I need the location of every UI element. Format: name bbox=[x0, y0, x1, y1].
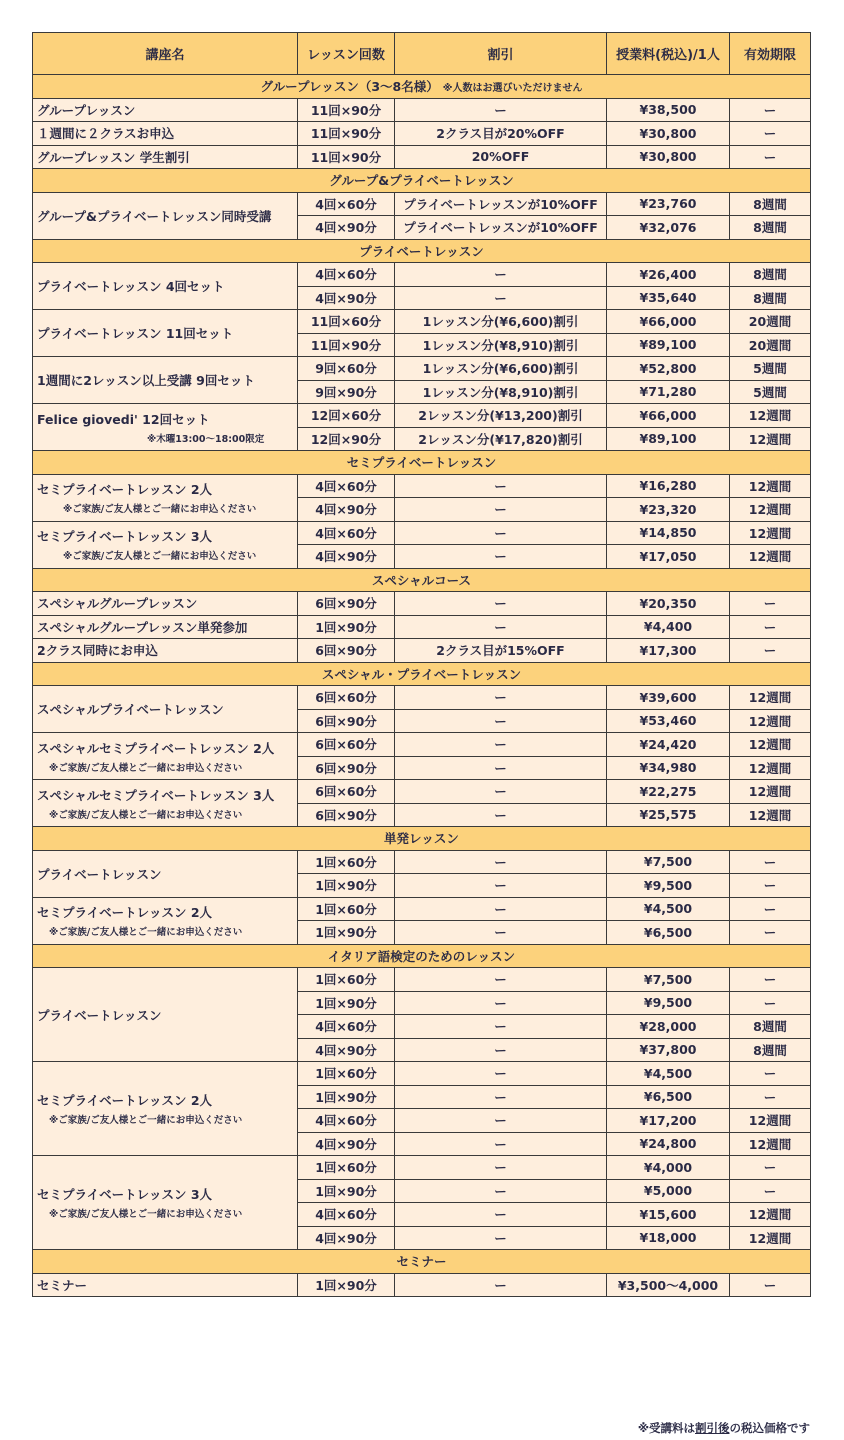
course-name-cell bbox=[33, 733, 298, 780]
course-name: Felice giovedi' 12回セット bbox=[37, 411, 210, 427]
lesson-count-cell: 6回×90分 bbox=[298, 803, 395, 827]
course-name: セミナー bbox=[37, 1277, 88, 1293]
price-cell: ¥28,000 bbox=[607, 1015, 730, 1039]
price-cell: ¥89,100 bbox=[607, 333, 730, 357]
section-note: ※人数はお選びいただけません bbox=[442, 83, 583, 95]
price-cell: ¥18,000 bbox=[607, 1226, 730, 1250]
discount-cell: ー bbox=[395, 1015, 607, 1039]
validity-cell: ー bbox=[730, 850, 811, 874]
price-cell: ¥6,500 bbox=[607, 921, 730, 945]
table-row bbox=[33, 263, 811, 287]
lesson-count-cell: 4回×90分 bbox=[298, 1132, 395, 1156]
price-cell: ¥4,500 bbox=[607, 897, 730, 921]
section-title: 単発レッスン bbox=[384, 831, 459, 847]
lesson-count-cell: 1回×90分 bbox=[298, 1273, 395, 1297]
course-name: セミプライベートレッスン 2人 bbox=[37, 482, 213, 497]
lesson-count-cell: 1回×90分 bbox=[298, 1179, 395, 1203]
discount-cell: ー bbox=[395, 1203, 607, 1227]
validity-cell: ー bbox=[730, 968, 811, 992]
validity-cell: 12週間 bbox=[730, 803, 811, 827]
section-header-row bbox=[33, 169, 811, 193]
lesson-count-cell: 1回×90分 bbox=[298, 1085, 395, 1109]
header-row bbox=[33, 33, 811, 75]
lesson-count-cell: 4回×60分 bbox=[298, 263, 395, 287]
table-row bbox=[33, 145, 811, 169]
course-note: ※ご家族/ご友人様とご一緒にお申込ください bbox=[49, 1209, 243, 1220]
course-note: ※ご家族/ご友人様とご一緒にお申込ください bbox=[49, 1115, 243, 1126]
discount-cell: 2レッスン分(¥13,200)割引 bbox=[395, 404, 607, 428]
lesson-count-cell: 1回×90分 bbox=[298, 921, 395, 945]
lesson-count-cell: 4回×90分 bbox=[298, 286, 395, 310]
discount-cell: 2クラス目が20%OFF bbox=[395, 122, 607, 146]
validity-cell: 12週間 bbox=[730, 1226, 811, 1250]
discount-cell: ー bbox=[395, 592, 607, 616]
section-title-cell bbox=[33, 1250, 811, 1274]
validity-cell: 20週間 bbox=[730, 310, 811, 334]
lesson-count-cell: 1回×90分 bbox=[298, 874, 395, 898]
price-cell: ¥7,500 bbox=[607, 968, 730, 992]
validity-cell: ー bbox=[730, 874, 811, 898]
price-cell: ¥16,280 bbox=[607, 474, 730, 498]
validity-cell: ー bbox=[730, 639, 811, 663]
section-header-row bbox=[33, 75, 811, 99]
lesson-count-cell: 6回×90分 bbox=[298, 756, 395, 780]
price-cell: ¥17,300 bbox=[607, 639, 730, 663]
validity-cell: 8週間 bbox=[730, 1015, 811, 1039]
validity-cell: 12週間 bbox=[730, 427, 811, 451]
course-name-cell bbox=[33, 897, 298, 944]
price-cell: ¥14,850 bbox=[607, 521, 730, 545]
discount-cell: 2クラス目が15%OFF bbox=[395, 639, 607, 663]
course-name-cell bbox=[33, 192, 298, 239]
price-cell: ¥71,280 bbox=[607, 380, 730, 404]
lesson-count-cell: 4回×90分 bbox=[298, 545, 395, 569]
discount-cell: 1レッスン分(¥8,910)割引 bbox=[395, 380, 607, 404]
course-name: 2クラス同時にお申込 bbox=[37, 643, 158, 659]
validity-cell: ー bbox=[730, 122, 811, 146]
discount-cell: ー bbox=[395, 521, 607, 545]
price-cell: ¥3,500〜4,000 bbox=[607, 1273, 730, 1297]
validity-cell: ー bbox=[730, 1085, 811, 1109]
header-course-name: 講座名 bbox=[33, 33, 298, 75]
validity-cell: ー bbox=[730, 1273, 811, 1297]
discount-cell: ー bbox=[395, 921, 607, 945]
course-name-cell bbox=[33, 1273, 298, 1297]
section-title-cell bbox=[33, 451, 811, 475]
price-cell: ¥37,800 bbox=[607, 1038, 730, 1062]
footnote bbox=[560, 1420, 810, 1436]
validity-cell: 8週間 bbox=[730, 216, 811, 240]
section-title: セミナー bbox=[396, 1254, 447, 1270]
price-cell: ¥24,800 bbox=[607, 1132, 730, 1156]
lesson-count-cell: 6回×60分 bbox=[298, 733, 395, 757]
validity-cell: 5週間 bbox=[730, 357, 811, 381]
price-cell: ¥4,500 bbox=[607, 1062, 730, 1086]
price-cell: ¥17,200 bbox=[607, 1109, 730, 1133]
course-name: グループ&プライベートレッスン同時受講 bbox=[37, 208, 272, 224]
section-title: グループ&プライベートレッスン bbox=[329, 173, 514, 189]
course-name: スペシャルセミプライベートレッスン 2人 bbox=[37, 740, 275, 756]
validity-cell: 12週間 bbox=[730, 545, 811, 569]
section-header-row bbox=[33, 1250, 811, 1274]
section-header-row bbox=[33, 662, 811, 686]
discount-cell: ー bbox=[395, 1109, 607, 1133]
section-title: セミプライベートレッスン bbox=[346, 455, 497, 471]
price-cell: ¥23,320 bbox=[607, 498, 730, 522]
table-row bbox=[33, 592, 811, 616]
discount-cell: ー bbox=[395, 615, 607, 639]
lesson-count-cell: 12回×60分 bbox=[298, 404, 395, 428]
discount-cell: ー bbox=[395, 733, 607, 757]
price-cell: ¥15,600 bbox=[607, 1203, 730, 1227]
table-row bbox=[33, 521, 811, 545]
lesson-count-cell: 6回×60分 bbox=[298, 780, 395, 804]
course-name-cell bbox=[33, 404, 298, 451]
validity-cell: ー bbox=[730, 98, 811, 122]
discount-cell: プライベートレッスンが10%OFF bbox=[395, 216, 607, 240]
course-name: スペシャルグループレッスン bbox=[37, 596, 198, 612]
section-title: スペシャル・プライベートレッスン bbox=[321, 666, 522, 682]
table-row bbox=[33, 310, 811, 334]
price-cell: ¥24,420 bbox=[607, 733, 730, 757]
section-title-cell bbox=[33, 568, 811, 592]
validity-cell: 8週間 bbox=[730, 1038, 811, 1062]
course-name: プライベートレッスン 4回セット bbox=[37, 279, 225, 294]
validity-cell: ー bbox=[730, 145, 811, 169]
validity-cell: 12週間 bbox=[730, 404, 811, 428]
price-cell: ¥9,500 bbox=[607, 991, 730, 1015]
table-row bbox=[33, 357, 811, 381]
discount-cell: ー bbox=[395, 545, 607, 569]
validity-cell: ー bbox=[730, 991, 811, 1015]
course-name: セミプライベートレッスン 2人 bbox=[37, 905, 213, 920]
discount-cell: ー bbox=[395, 850, 607, 874]
table-row bbox=[33, 733, 811, 757]
discount-cell: ー bbox=[395, 991, 607, 1015]
table-row bbox=[33, 1062, 811, 1086]
price-cell: ¥53,460 bbox=[607, 709, 730, 733]
section-title-cell bbox=[33, 169, 811, 193]
lesson-count-cell: 11回×90分 bbox=[298, 98, 395, 122]
course-name: プライベートレッスン bbox=[37, 1007, 162, 1023]
price-cell: ¥39,600 bbox=[607, 686, 730, 710]
table-row bbox=[33, 98, 811, 122]
discount-cell: ー bbox=[395, 1273, 607, 1297]
lesson-count-cell: 6回×60分 bbox=[298, 686, 395, 710]
course-note: ※木曜13:00〜18:00限定 bbox=[147, 433, 265, 445]
validity-cell: 12週間 bbox=[730, 1132, 811, 1156]
table-row bbox=[33, 968, 811, 992]
price-table bbox=[32, 32, 811, 1297]
lesson-count-cell: 1回×60分 bbox=[298, 850, 395, 874]
table-row bbox=[33, 1156, 811, 1180]
discount-cell: ー bbox=[395, 1179, 607, 1203]
validity-cell: 12週間 bbox=[730, 521, 811, 545]
header-discount: 割引 bbox=[395, 33, 607, 75]
price-cell: ¥66,000 bbox=[607, 404, 730, 428]
discount-cell: ー bbox=[395, 286, 607, 310]
price-cell: ¥30,800 bbox=[607, 122, 730, 146]
section-title: プライベートレッスン bbox=[359, 243, 484, 259]
discount-cell: ー bbox=[395, 686, 607, 710]
validity-cell: ー bbox=[730, 615, 811, 639]
discount-cell: ー bbox=[395, 897, 607, 921]
discount-cell: ー bbox=[395, 1156, 607, 1180]
course-note: ※ご家族/ご友人様とご一緒にお申込ください bbox=[49, 762, 243, 774]
section-title: グループレッスン（3〜8名様） bbox=[260, 79, 439, 95]
price-cell: ¥9,500 bbox=[607, 874, 730, 898]
section-header-row bbox=[33, 944, 811, 968]
lesson-count-cell: 4回×60分 bbox=[298, 521, 395, 545]
price-cell: ¥89,100 bbox=[607, 427, 730, 451]
discount-cell: ー bbox=[395, 803, 607, 827]
section-title-cell bbox=[33, 239, 811, 263]
course-name: グループレッスン 学生割引 bbox=[37, 149, 190, 165]
course-name: セミプライベートレッスン 3人 bbox=[37, 1187, 213, 1202]
validity-cell: 12週間 bbox=[730, 474, 811, 498]
discount-cell: ー bbox=[395, 1062, 607, 1086]
validity-cell: 12週間 bbox=[730, 498, 811, 522]
lesson-count-cell: 6回×90分 bbox=[298, 592, 395, 616]
course-name: スペシャルグループレッスン単発参加 bbox=[37, 619, 248, 635]
course-name: プライベートレッスン 11回セット bbox=[37, 326, 234, 341]
table-row bbox=[33, 639, 811, 663]
lesson-count-cell: 1回×60分 bbox=[298, 1156, 395, 1180]
footnote-post: の税込価格です bbox=[729, 1421, 810, 1435]
lesson-count-cell: 4回×90分 bbox=[298, 216, 395, 240]
validity-cell: ー bbox=[730, 1062, 811, 1086]
price-cell: ¥35,640 bbox=[607, 286, 730, 310]
lesson-count-cell: 1回×90分 bbox=[298, 991, 395, 1015]
validity-cell: 12週間 bbox=[730, 733, 811, 757]
course-name: １週間に２クラスお申込 bbox=[37, 126, 175, 142]
course-name: プライベートレッスン bbox=[37, 866, 162, 882]
validity-cell: 20週間 bbox=[730, 333, 811, 357]
lesson-count-cell: 4回×60分 bbox=[298, 1203, 395, 1227]
course-name-cell bbox=[33, 1062, 298, 1156]
table-row bbox=[33, 474, 811, 498]
course-note: ※ご家族/ご友人様とご一緒にお申込ください bbox=[49, 809, 243, 821]
validity-cell: 8週間 bbox=[730, 263, 811, 287]
section-title-cell bbox=[33, 827, 811, 851]
course-name: セミプライベートレッスン 2人 bbox=[37, 1093, 213, 1108]
validity-cell: ー bbox=[730, 592, 811, 616]
validity-cell: 8週間 bbox=[730, 192, 811, 216]
footnote-pre: ※受講料は bbox=[637, 1421, 695, 1435]
course-name: スペシャルプライベートレッスン bbox=[37, 702, 224, 717]
lesson-count-cell: 4回×60分 bbox=[298, 1015, 395, 1039]
discount-cell: ー bbox=[395, 1132, 607, 1156]
validity-cell: ー bbox=[730, 1156, 811, 1180]
lesson-count-cell: 9回×90分 bbox=[298, 380, 395, 404]
course-note: ※ご家族/ご友人様とご一緒にお申込ください bbox=[63, 551, 257, 562]
table-row bbox=[33, 686, 811, 710]
discount-cell: ー bbox=[395, 263, 607, 287]
validity-cell: ー bbox=[730, 1179, 811, 1203]
section-header-row bbox=[33, 451, 811, 475]
lesson-count-cell: 4回×90分 bbox=[298, 1038, 395, 1062]
table-row bbox=[33, 1273, 811, 1297]
discount-cell: ー bbox=[395, 1038, 607, 1062]
course-name: セミプライベートレッスン 3人 bbox=[37, 529, 213, 544]
lesson-count-cell: 4回×60分 bbox=[298, 192, 395, 216]
discount-cell: プライベートレッスンが10%OFF bbox=[395, 192, 607, 216]
discount-cell: ー bbox=[395, 1226, 607, 1250]
lesson-count-cell: 1回×60分 bbox=[298, 1062, 395, 1086]
course-name-cell bbox=[33, 357, 298, 404]
header-lesson-count: レッスン回数 bbox=[298, 33, 395, 75]
discount-cell: ー bbox=[395, 780, 607, 804]
lesson-count-cell: 11回×90分 bbox=[298, 122, 395, 146]
course-name-cell bbox=[33, 686, 298, 733]
discount-cell: ー bbox=[395, 756, 607, 780]
validity-cell: 12週間 bbox=[730, 1109, 811, 1133]
discount-cell: ー bbox=[395, 709, 607, 733]
course-name: グループレッスン bbox=[37, 102, 136, 118]
price-cell: ¥4,000 bbox=[607, 1156, 730, 1180]
table-row bbox=[33, 122, 811, 146]
discount-cell: ー bbox=[395, 874, 607, 898]
header-tuition: 授業料(税込)/1人 bbox=[607, 33, 730, 75]
validity-cell: 12週間 bbox=[730, 709, 811, 733]
price-cell: ¥30,800 bbox=[607, 145, 730, 169]
price-cell: ¥52,800 bbox=[607, 357, 730, 381]
section-header-row bbox=[33, 568, 811, 592]
course-name-cell bbox=[33, 968, 298, 1062]
lesson-count-cell: 1回×60分 bbox=[298, 968, 395, 992]
table-row bbox=[33, 897, 811, 921]
table-row bbox=[33, 192, 811, 216]
course-name-cell bbox=[33, 1156, 298, 1250]
course-name-cell bbox=[33, 98, 298, 122]
discount-cell: ー bbox=[395, 1085, 607, 1109]
price-cell: ¥34,980 bbox=[607, 756, 730, 780]
table-row bbox=[33, 780, 811, 804]
validity-cell: ー bbox=[730, 921, 811, 945]
price-cell: ¥17,050 bbox=[607, 545, 730, 569]
lesson-count-cell: 1回×60分 bbox=[298, 897, 395, 921]
validity-cell: 8週間 bbox=[730, 286, 811, 310]
discount-cell: 20%OFF bbox=[395, 145, 607, 169]
lesson-count-cell: 4回×90分 bbox=[298, 498, 395, 522]
price-cell: ¥22,275 bbox=[607, 780, 730, 804]
section-title-cell bbox=[33, 944, 811, 968]
lesson-count-cell: 4回×90分 bbox=[298, 1226, 395, 1250]
course-name-cell bbox=[33, 263, 298, 310]
table-row bbox=[33, 615, 811, 639]
price-cell: ¥32,076 bbox=[607, 216, 730, 240]
course-name-cell bbox=[33, 145, 298, 169]
price-cell: ¥20,350 bbox=[607, 592, 730, 616]
lesson-count-cell: 6回×90分 bbox=[298, 709, 395, 733]
lesson-count-cell: 9回×60分 bbox=[298, 357, 395, 381]
course-name-cell bbox=[33, 592, 298, 616]
course-name-cell bbox=[33, 474, 298, 521]
course-note: ※ご家族/ご友人様とご一緒にお申込ください bbox=[49, 927, 243, 938]
validity-cell: 12週間 bbox=[730, 1203, 811, 1227]
course-name-cell bbox=[33, 521, 298, 568]
discount-cell: 1レッスン分(¥6,600)割引 bbox=[395, 310, 607, 334]
discount-cell: 1レッスン分(¥8,910)割引 bbox=[395, 333, 607, 357]
discount-cell: ー bbox=[395, 98, 607, 122]
lesson-count-cell: 4回×60分 bbox=[298, 474, 395, 498]
footnote-underlined: 割引後 bbox=[695, 1421, 730, 1435]
lesson-count-cell: 11回×90分 bbox=[298, 333, 395, 357]
price-cell: ¥6,500 bbox=[607, 1085, 730, 1109]
section-title-cell bbox=[33, 75, 811, 99]
course-note: ※ご家族/ご友人様とご一緒にお申込ください bbox=[63, 504, 257, 515]
lesson-count-cell: 6回×90分 bbox=[298, 639, 395, 663]
course-name-cell bbox=[33, 615, 298, 639]
price-cell: ¥38,500 bbox=[607, 98, 730, 122]
discount-cell: 1レッスン分(¥6,600)割引 bbox=[395, 357, 607, 381]
discount-cell: ー bbox=[395, 498, 607, 522]
lesson-count-cell: 11回×60分 bbox=[298, 310, 395, 334]
price-cell: ¥5,000 bbox=[607, 1179, 730, 1203]
validity-cell: 12週間 bbox=[730, 756, 811, 780]
discount-cell: ー bbox=[395, 474, 607, 498]
price-cell: ¥66,000 bbox=[607, 310, 730, 334]
header-validity: 有効期限 bbox=[730, 33, 811, 75]
course-name: スペシャルセミプライベートレッスン 3人 bbox=[37, 787, 275, 803]
table-row bbox=[33, 850, 811, 874]
validity-cell: ー bbox=[730, 897, 811, 921]
section-header-row bbox=[33, 239, 811, 263]
price-cell: ¥23,760 bbox=[607, 192, 730, 216]
course-name: 1週間に2レッスン以上受講 9回セット bbox=[37, 373, 255, 388]
validity-cell: 5週間 bbox=[730, 380, 811, 404]
lesson-count-cell: 11回×90分 bbox=[298, 145, 395, 169]
price-cell: ¥7,500 bbox=[607, 850, 730, 874]
validity-cell: 12週間 bbox=[730, 780, 811, 804]
course-name-cell bbox=[33, 310, 298, 357]
section-title: イタリア語検定のためのレッスン bbox=[327, 948, 516, 964]
lesson-count-cell: 12回×90分 bbox=[298, 427, 395, 451]
price-table-body bbox=[33, 75, 811, 1297]
price-cell: ¥4,400 bbox=[607, 615, 730, 639]
discount-cell: ー bbox=[395, 968, 607, 992]
course-name-cell bbox=[33, 639, 298, 663]
course-name-cell bbox=[33, 850, 298, 897]
price-cell: ¥26,400 bbox=[607, 263, 730, 287]
section-title-cell bbox=[33, 662, 811, 686]
validity-cell: 12週間 bbox=[730, 686, 811, 710]
discount-cell: 2レッスン分(¥17,820)割引 bbox=[395, 427, 607, 451]
table-row bbox=[33, 404, 811, 428]
course-name-cell bbox=[33, 780, 298, 827]
course-name-cell bbox=[33, 122, 298, 146]
lesson-count-cell: 4回×60分 bbox=[298, 1109, 395, 1133]
section-header-row bbox=[33, 827, 811, 851]
price-cell: ¥25,575 bbox=[607, 803, 730, 827]
section-title: スペシャルコース bbox=[371, 572, 472, 588]
lesson-count-cell: 1回×90分 bbox=[298, 615, 395, 639]
